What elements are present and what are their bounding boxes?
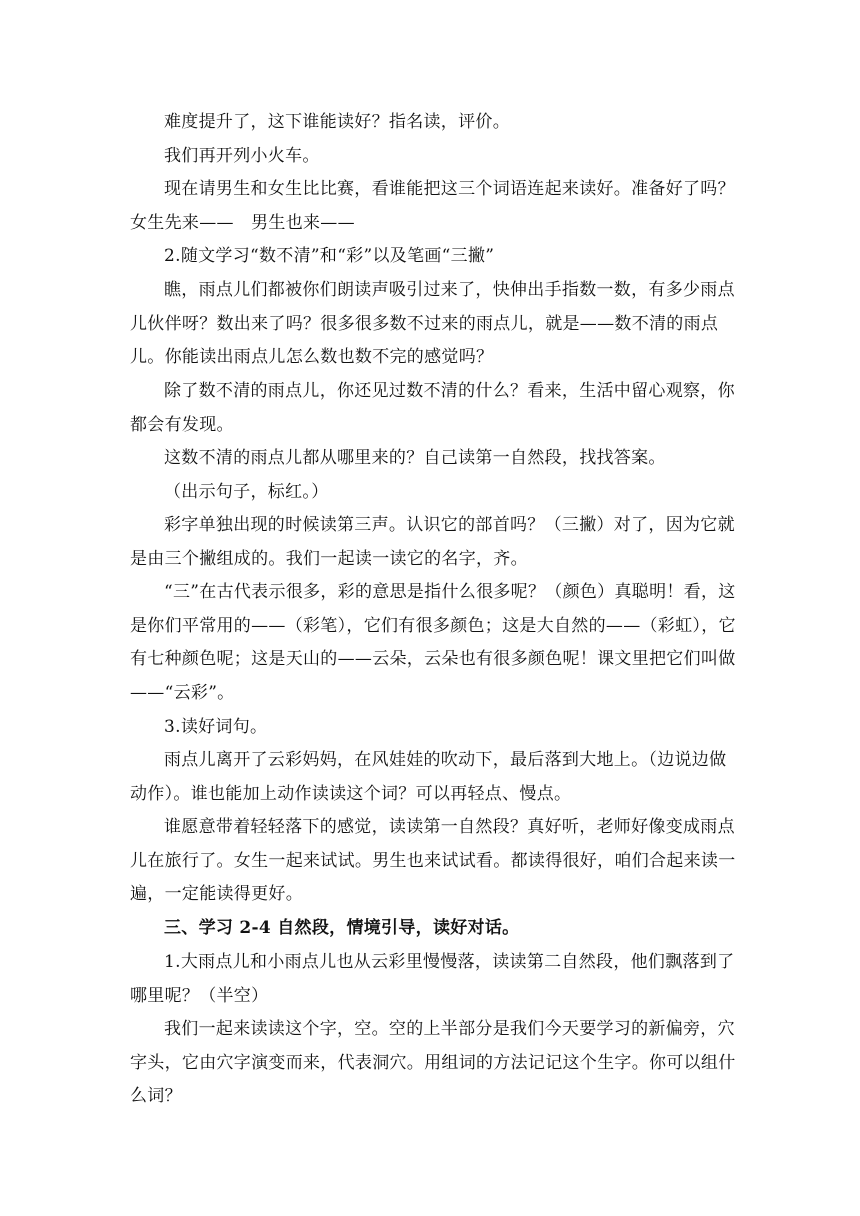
paragraph: 我们再开列小火车。 (164, 146, 320, 166)
paragraph: “三”在古代表示很多，彩的意思是指什么很多呢？（颜色）真聪明！看，这是你们平常用的——（彩笔），它们有很多颜色；这是大自然的——（彩虹），它有七种颜色呢；这是天山的——云朵，云朵也有很多颜色呢！课文里把它们叫做——“云彩”。 (130, 582, 736, 703)
paragraph: 瞧，雨点儿们都被你们朗读声吸引过来了，快伸出手指数一数，有多少雨点儿伙伴呀？数出来了吗？很多很多数不过来的雨点儿，就是——数不清的雨点儿。你能读出雨点儿怎么数也数不完的感觉吗？ (130, 280, 735, 367)
paragraph: 除了数不清的雨点儿，你还见过数不清的什么？看来，生活中留心观察，你都会有发现。 (130, 381, 735, 435)
paragraph: （出示句子，标红。） (164, 482, 329, 502)
paragraph: 1.大雨点儿和小雨点儿也从云彩里慢慢落，读读第二自然段，他们飘落到了哪里呢？（半空） (130, 952, 735, 1006)
paragraph: 彩字单独出现的时候读第三声。认识它的部首吗？（三撇）对了，因为它就是由三个撇组成的。我们一起读一读它的名字，齐。 (130, 515, 735, 569)
paragraph: 现在请男生和女生比比赛，看谁能把这三个词语连起来读好。准备好了吗？女生先来—— 男生也来—— (130, 179, 735, 233)
paragraph-heading: 3.读好词句。 (164, 717, 268, 737)
paragraph-heading: 2.随文学习“数不清”和“彩”以及笔画“三撇” (164, 246, 495, 266)
paragraph: 这数不清的雨点儿都从哪里来的？自己读第一自然段，找找答案。 (164, 448, 666, 468)
section-heading: 三、学习 2-4 自然段，情境引导，读好对话。 (164, 918, 520, 938)
paragraph: 谁愿意带着轻轻落下的感觉，读读第一自然段？真好听，老师好像变成雨点儿在旅行了。女生一起来试试。男生也来试试看。都读得很好，咱们合起来读一遍，一定能读得更好。 (130, 817, 736, 904)
paragraph: 雨点儿离开了云彩妈妈，在风娃娃的吹动下，最后落到大地上。（边说边做动作）。谁也能加上动作读读这个词？可以再轻点、慢点。 (130, 750, 727, 804)
paragraph: 我们一起来读读这个字，空。空的上半部分是我们今天要学习的新偏旁，穴字头，它由穴字演变而来，代表洞穴。用组词的方法记记这个生字。你可以组什么词？ (130, 1019, 736, 1106)
paragraph: 难度提升了，这下谁能读好？指名读，评价。 (164, 112, 510, 132)
